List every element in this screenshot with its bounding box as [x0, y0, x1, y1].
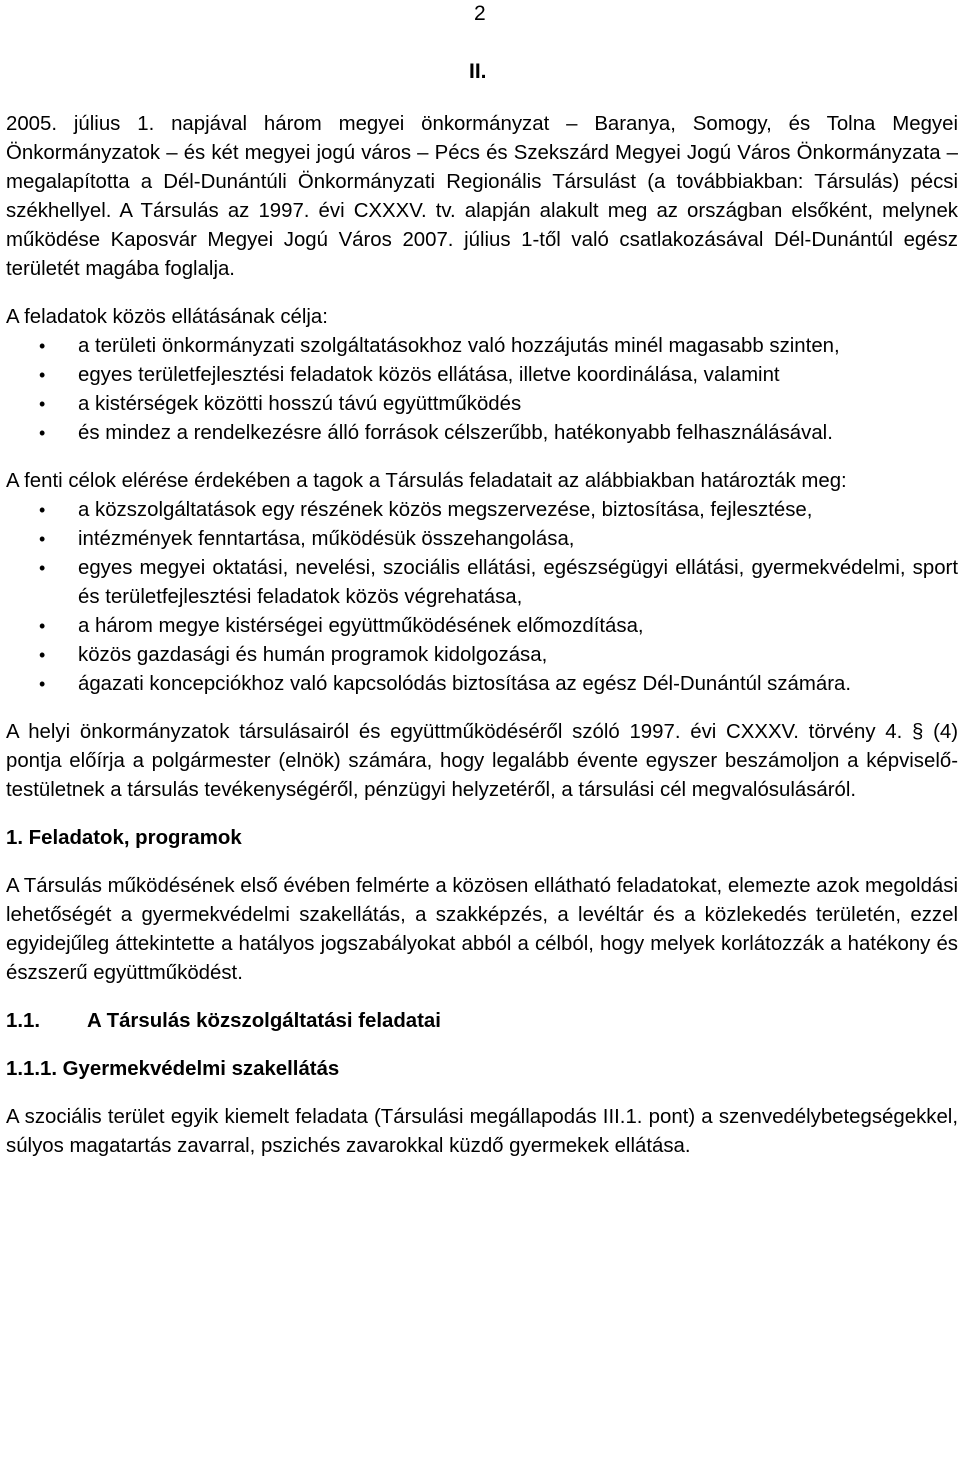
list-item: • a területi önkormányzati szolgáltatásokhoz való hozzájutás minél magasabb szinten,	[6, 332, 958, 361]
goals-list	[6, 332, 958, 448]
list-item: • intézmények fenntartása, működésük összehangolása,	[6, 525, 958, 554]
list-item: • ágazati koncepciókhoz való kapcsolódás biztosítása az egész Dél-Dunántúl számára.	[6, 670, 958, 699]
section-1-1-title: A Társulás közszolgáltatási feladatai	[87, 1010, 441, 1032]
goals-lead: A feladatok közös ellátásának célja:	[6, 306, 328, 328]
section-1-1-heading	[6, 1007, 958, 1036]
list-item: • egyes megyei oktatási, nevelési, szociális ellátási, egészségügyi ellátási, gyermekvédelmi, sport és területfejlesztési feladatok közös végrehatása,	[6, 554, 958, 612]
law-paragraph: A helyi önkormányzatok társulásairól és együttműködéséről szóló 1997. évi CXXXV. törvény 4. § (4) pontja előírja a polgármester (elnök) számára, hogy legalább évente egyszer beszámoljon a képviselő-testületnek a társulás tevékenységéről, pénzügyi helyzetéről, a társulási cél megvalósulásáról.	[6, 721, 958, 801]
list-item: • a három megye kistérségei együttműködésének előmozdítása,	[6, 612, 958, 641]
section-1-1-1-body: A szociális terület egyik kiemelt feladata (Társulási megállapodás III.1. pont) a szenvedélybetegségekkel, súlyos magatartás zavarral, pszichés zavarokkal küzdő gyermekek ellátása.	[6, 1106, 958, 1157]
section-1-1-number: 1.1.	[6, 1010, 41, 1032]
list-item: • egyes területfejlesztési feladatok közös ellátása, illetve koordinálása, valamint	[6, 361, 958, 390]
tasks-list	[6, 496, 958, 699]
chapter-heading: II.	[469, 60, 487, 83]
document-body	[6, 110, 958, 1180]
section-1-body: A Társulás működésének első évében felmérte a közösen ellátható feladatokat, elemezte azok megoldási lehetőségét a gyermekvédelmi szakellátás, a szakképzés, a levéltár és a közlekedés területén, ezzel egyidejűleg áttekintette a hatályos jogszabályokat abból a célból, hogy melyek korlátozzák a hatékony és észszerű együttműködést.	[6, 875, 958, 984]
list-item: • közös gazdasági és humán programok kidolgozása,	[6, 641, 958, 670]
tasks-lead: A fenti célok elérése érdekében a tagok a Társulás feladatait az alábbiakban határozták meg:	[6, 470, 847, 492]
list-item: • a kistérségek közötti hosszú távú együttműködés	[6, 390, 958, 419]
list-item: • és mindez a rendelkezésre álló források célszerűbb, hatékonyabb felhasználásával.	[6, 419, 958, 448]
intro-paragraph: 2005. július 1. napjával három megyei önkormányzat – Baranya, Somogy, és Tolna Megyei Önkormányzatok – és két megyei jogú város – Pécs és Szekszárd Megyei Jogú Város Önkormányzata – megalapította a Dél-Dunántúli Önkormányzati Regionális Társulást (a továbbiakban: Társulás) pécsi székhellyel. A Társulás az 1997. évi CXXXV. tv. alapján alakult meg az országban elsőként, melynek működése Kaposvár Megyei Jogú Város 2007. július 1-től való csatlakozásával Dél-Dunántúl egész területét magába foglalja.	[6, 113, 958, 280]
list-item: • a közszolgáltatások egy részének közös megszervezése, biztosítása, fejlesztése,	[6, 496, 958, 525]
section-1-heading: 1. Feladatok, programok	[6, 827, 242, 849]
section-1-1-1-heading: 1.1.1. Gyermekvédelmi szakellátás	[6, 1058, 340, 1080]
page-number: 2	[474, 2, 486, 25]
